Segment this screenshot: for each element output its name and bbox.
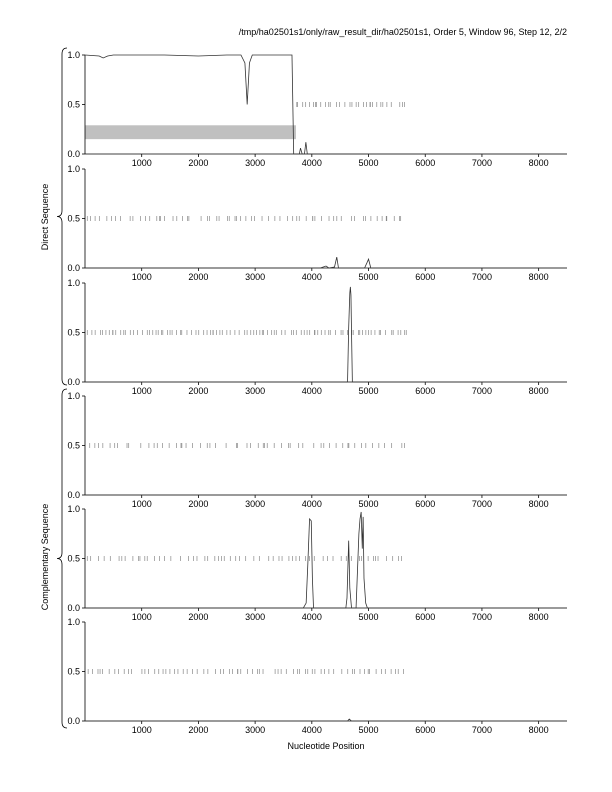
group-label-direct: Direct Sequence [40, 183, 50, 251]
y-tick-label: 0.5 [67, 99, 80, 110]
y-tick-label: 0.0 [67, 603, 80, 613]
series-line [85, 287, 567, 382]
x-tick-label: 2000 [188, 612, 209, 622]
x-tick-label: 6000 [415, 499, 436, 509]
panel-2 [67, 164, 567, 282]
x-tick-label: 4000 [301, 158, 322, 168]
y-tick-label: 0.5 [67, 666, 80, 677]
x-tick-label: 2000 [188, 386, 209, 396]
x-tick-label: 5000 [358, 272, 379, 282]
x-tick-label: 2000 [188, 158, 209, 168]
x-axis-label: Nucleotide Position [287, 741, 365, 751]
x-tick-label: 3000 [245, 386, 266, 396]
x-tick-label: 8000 [528, 725, 549, 735]
x-tick-label: 5000 [358, 612, 379, 622]
x-tick-label: 7000 [471, 272, 492, 282]
panels [67, 50, 567, 735]
complementary-brace [57, 389, 67, 728]
x-tick-label: 7000 [471, 499, 492, 509]
x-tick-label: 1000 [131, 158, 152, 168]
x-tick-label: 3000 [245, 499, 266, 509]
series-line [85, 719, 567, 721]
y-tick-label: 1.0 [67, 164, 80, 174]
x-tick-label: 3000 [245, 612, 266, 622]
x-tick-label: 1000 [131, 612, 152, 622]
panel-4 [67, 391, 567, 509]
x-tick-label: 1000 [131, 499, 152, 509]
x-tick-label: 5000 [358, 386, 379, 396]
y-tick-label: 0.0 [67, 263, 80, 273]
y-tick-label: 1.0 [67, 391, 80, 401]
header-title: /tmp/ha02501s1/only/raw_result_dir/ha02501s1, Order 5, Window 96, Step 12, 2/2 [238, 27, 567, 37]
x-tick-label: 7000 [471, 612, 492, 622]
x-tick-label: 4000 [301, 499, 322, 509]
panel-3 [67, 278, 567, 396]
x-tick-label: 8000 [528, 272, 549, 282]
x-tick-label: 1000 [131, 725, 152, 735]
x-tick-label: 2000 [188, 272, 209, 282]
panel-6 [67, 617, 567, 735]
x-tick-label: 4000 [301, 272, 322, 282]
group-braces [57, 48, 67, 728]
y-tick-label: 0.5 [67, 553, 80, 564]
y-tick-label: 0.0 [67, 490, 80, 500]
x-tick-label: 4000 [301, 612, 322, 622]
series-line [85, 257, 567, 268]
y-tick-label: 0.0 [67, 377, 80, 387]
series-line [85, 512, 567, 608]
y-tick-label: 0.0 [67, 716, 80, 726]
x-tick-label: 3000 [245, 158, 266, 168]
x-tick-label: 6000 [415, 158, 436, 168]
x-tick-label: 5000 [358, 499, 379, 509]
x-tick-label: 1000 [131, 386, 152, 396]
x-tick-label: 8000 [528, 612, 549, 622]
x-tick-label: 8000 [528, 386, 549, 396]
x-tick-label: 8000 [528, 158, 549, 168]
y-tick-label: 0.5 [67, 440, 80, 451]
x-tick-label: 4000 [301, 725, 322, 735]
x-tick-label: 6000 [415, 272, 436, 282]
y-tick-label: 0.5 [67, 213, 80, 224]
x-tick-label: 8000 [528, 499, 549, 509]
x-tick-label: 3000 [245, 272, 266, 282]
x-tick-label: 6000 [415, 612, 436, 622]
x-tick-label: 7000 [471, 158, 492, 168]
group-label-complementary: Complementary Sequence [40, 503, 50, 611]
x-tick-label: 3000 [245, 725, 266, 735]
x-tick-label: 2000 [188, 499, 209, 509]
x-tick-label: 7000 [471, 725, 492, 735]
y-tick-label: 1.0 [67, 617, 80, 627]
y-tick-label: 1.0 [67, 278, 80, 288]
x-tick-label: 4000 [301, 386, 322, 396]
x-tick-label: 6000 [415, 725, 436, 735]
panel-5 [67, 504, 567, 622]
x-tick-label: 5000 [358, 725, 379, 735]
y-tick-label: 0.5 [67, 327, 80, 338]
y-tick-label: 0.0 [67, 149, 80, 159]
x-tick-label: 2000 [188, 725, 209, 735]
x-tick-label: 6000 [415, 386, 436, 396]
x-tick-label: 5000 [358, 158, 379, 168]
y-tick-label: 1.0 [67, 50, 80, 60]
x-tick-label: 1000 [131, 272, 152, 282]
panel-1 [67, 50, 567, 168]
highlight-band [85, 125, 296, 139]
direct-brace [57, 48, 67, 385]
x-tick-label: 7000 [471, 386, 492, 396]
y-tick-label: 1.0 [67, 504, 80, 514]
